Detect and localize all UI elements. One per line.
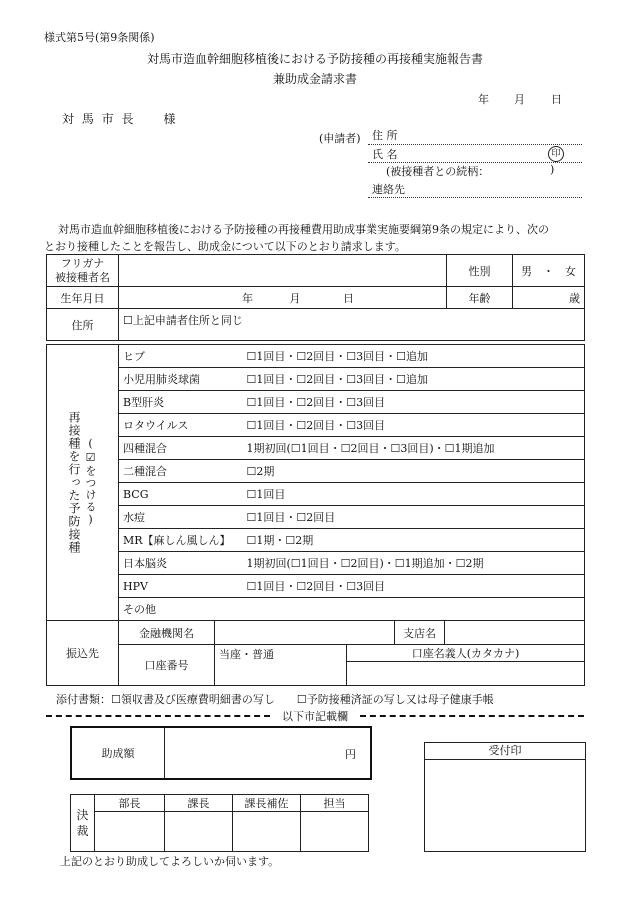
dob-row xyxy=(47,287,585,309)
vaccine-doses[interactable]: ☐1回目・☐2回目・☐3回目 xyxy=(243,575,585,598)
vaccine-name: BCG xyxy=(119,483,243,506)
bank-table xyxy=(46,620,585,686)
separator-right xyxy=(360,715,584,717)
applicant-contact-label: 連絡先 xyxy=(372,183,405,196)
vaccine-row xyxy=(47,575,585,598)
relation-label: (被接種者との続柄： xyxy=(386,165,490,178)
vaccine-name: 四種混合 xyxy=(119,437,243,460)
receipt-stamp-label: 受付印 xyxy=(425,743,585,760)
age-label: 年齢 xyxy=(447,287,513,309)
vaccine-doses[interactable] xyxy=(243,598,585,621)
dob-day: 日 xyxy=(343,291,354,305)
vaccine-name: 小児用肺炎球菌 xyxy=(119,368,243,391)
vaccine-row xyxy=(47,552,585,575)
vaccine-doses[interactable]: ☐2期 xyxy=(243,460,585,483)
vaccine-doses[interactable]: 1期初回(☐1回目・☐2回目)・☐1期追加・☐2期 xyxy=(243,552,585,575)
vaccine-name: ヒブ xyxy=(119,345,243,368)
relation-close: ) xyxy=(550,163,555,176)
account-type[interactable]: 当座・普通 xyxy=(215,645,347,686)
vaccine-doses[interactable]: ☐1期・☐2期 xyxy=(243,529,585,552)
vaccine-name: HPV xyxy=(119,575,243,598)
vaccine-row xyxy=(47,598,585,621)
account-holder-field[interactable] xyxy=(347,662,585,686)
vaccine-row xyxy=(47,529,585,552)
intro-line-1: 対馬市造血幹細胞移植後における予防接種の再接種費用助成事業実施要綱第9条の規定により、次の xyxy=(58,223,549,236)
applicant-address-label: 住 所 xyxy=(372,129,398,142)
vaccine-name: MR【麻しん風しん】 xyxy=(119,529,243,552)
age-unit[interactable]: 歳 xyxy=(513,287,585,309)
furigana-label: フリガナ xyxy=(60,256,105,270)
sex-options[interactable]: 男 ・ 女 xyxy=(513,255,585,287)
dob-year: 年 xyxy=(242,291,253,305)
branch-field[interactable] xyxy=(445,621,585,645)
addressee: 対 馬 市 長 様 xyxy=(62,112,178,126)
approval-col-3: 課長補佐 xyxy=(233,795,301,812)
vaccine-row xyxy=(47,345,585,368)
approval-stamp-3[interactable] xyxy=(233,812,301,852)
patient-address-label: 住所 xyxy=(47,309,119,341)
vaccine-table xyxy=(46,344,585,621)
vaccine-doses[interactable]: ☐1回目・☐2回目 xyxy=(243,506,585,529)
vaccine-name: 二種混合 xyxy=(119,460,243,483)
sex-label: 性別 xyxy=(447,255,513,287)
date-year: 年 xyxy=(478,93,489,106)
applicant-name-label: 氏 名 xyxy=(372,148,398,161)
office-use-label: 以下市記載欄 xyxy=(282,710,348,723)
vaccine-name: 日本脳炎 xyxy=(119,552,243,575)
vaccine-doses[interactable]: ☐1回目・☐2回目・☐3回目 xyxy=(243,414,585,437)
grant-label: 助成額 xyxy=(72,728,165,778)
vaccine-doses[interactable]: ☐1回目・☐2回目・☐3回目・☐追加 xyxy=(243,345,585,368)
vaccine-doses[interactable]: ☐1回目 xyxy=(243,483,585,506)
vaccine-row xyxy=(47,391,585,414)
vaccine-row xyxy=(47,506,585,529)
intro-line-2: とおり接種したことを報告し、助成金について以下のとおり請求します。 xyxy=(44,240,406,253)
patient-name-field[interactable] xyxy=(119,255,447,287)
vaccine-section-note: (☑をつける) xyxy=(84,437,97,527)
approval-col-4: 担当 xyxy=(301,795,369,812)
form-number: 様式第5号(第9条関係) xyxy=(44,31,155,44)
form-title: 対馬市造血幹細胞移植後における予防接種の再接種実施報告書 xyxy=(146,52,483,66)
bank-section-label: 振込先 xyxy=(47,621,119,686)
main-table xyxy=(46,254,585,341)
vaccine-row xyxy=(47,437,585,460)
vaccine-name: ロタウイルス xyxy=(119,414,243,437)
dob-month: 月 xyxy=(289,291,301,305)
address-same-checkbox[interactable]: ☐上記申請者住所と同じ xyxy=(119,309,585,341)
vaccine-row xyxy=(47,368,585,391)
applicant-label: (申請者) xyxy=(319,132,361,145)
approval-col-2: 課長 xyxy=(165,795,233,812)
vaccine-doses[interactable]: ☐1回目・☐2回目・☐3回目 xyxy=(243,391,585,414)
institution-label: 金融機関名 xyxy=(119,621,215,645)
furigana-name-cell xyxy=(47,255,119,287)
grant-box xyxy=(70,726,372,780)
institution-field[interactable] xyxy=(215,621,395,645)
vaccine-doses[interactable]: ☐1回目・☐2回目・☐3回目・☐追加 xyxy=(243,368,585,391)
approval-col-1: 部長 xyxy=(95,795,165,812)
account-number-label: 口座番号 xyxy=(119,645,215,686)
grant-unit: 円 xyxy=(345,748,356,761)
account-holder-label: 口座名義人(カタカナ) xyxy=(347,645,585,662)
approval-stamp-1[interactable] xyxy=(95,812,165,852)
vaccine-doses[interactable]: 1期初回(☐1回目・☐2回目・☐3回目)・☐1期追加 xyxy=(243,437,585,460)
date-month: 月 xyxy=(514,93,525,106)
applicant-address-line[interactable] xyxy=(368,144,582,145)
vaccine-section-label: 再接種を行った予防接種 xyxy=(67,410,81,554)
dob-label: 生年月日 xyxy=(47,287,119,309)
approval-label: 決裁 xyxy=(71,795,95,852)
vaccine-row xyxy=(47,460,585,483)
approval-table xyxy=(70,794,369,852)
approval-stamp-4[interactable] xyxy=(301,812,369,852)
form-subtitle: 兼助成金請求書 xyxy=(272,72,357,86)
vaccine-name: B型肝炎 xyxy=(119,391,243,414)
vaccine-section-header xyxy=(46,344,118,620)
applicant-contact-line[interactable] xyxy=(368,197,582,198)
vaccine-row xyxy=(47,483,585,506)
branch-label: 支店名 xyxy=(395,621,445,645)
vaccine-row xyxy=(47,414,585,437)
address-row xyxy=(47,309,585,341)
date-day: 日 xyxy=(551,93,562,106)
patient-name-label: 被接種者名 xyxy=(55,270,110,284)
separator-left xyxy=(46,715,270,717)
vaccine-name: その他 xyxy=(119,598,243,621)
seal-icon: 印 xyxy=(548,146,564,162)
receipt-stamp-box xyxy=(424,742,586,852)
dob-field[interactable] xyxy=(119,287,447,309)
name-row xyxy=(47,255,585,287)
vaccine-name: 水痘 xyxy=(119,506,243,529)
closing-text: 上記のとおり助成してよろしいか伺います。 xyxy=(60,855,280,868)
approval-stamp-2[interactable] xyxy=(165,812,233,852)
attachments: 添付書類：☐領収書及び医療費明細書の写し ☐予防接種済証の写し又は母子健康手帳 xyxy=(56,693,494,706)
